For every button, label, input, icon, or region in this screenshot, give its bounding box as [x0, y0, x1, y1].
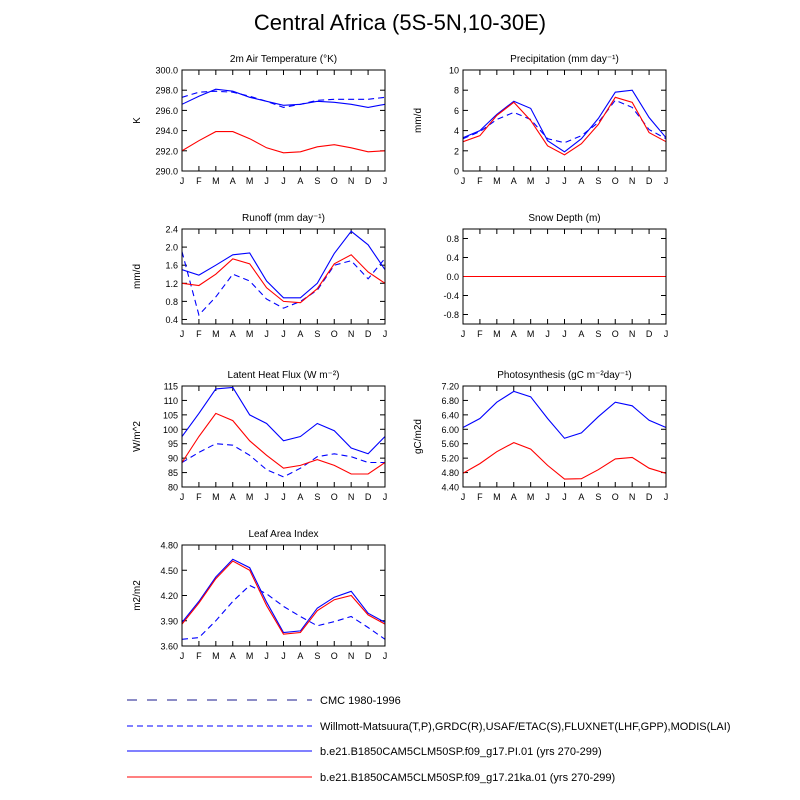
- y-tick-label: 4.80: [441, 468, 459, 479]
- y-tick-label: 0: [453, 166, 459, 177]
- x-tick-label: A: [229, 651, 236, 661]
- panel-title: 2m Air Temperature (°K): [229, 54, 338, 65]
- series-line-pi: [463, 391, 666, 438]
- series-line-ka: [463, 97, 666, 155]
- x-tick-label: A: [510, 492, 517, 502]
- x-tick-label: J: [264, 492, 269, 502]
- x-tick-label: J: [460, 176, 466, 186]
- chart-panel-3: [132, 213, 387, 339]
- x-tick-label: M: [493, 176, 501, 186]
- x-tick-label: O: [330, 492, 338, 502]
- x-tick-label: D: [364, 176, 372, 186]
- series-line-pi: [463, 90, 666, 152]
- y-tick-label: 10: [448, 65, 459, 76]
- x-tick-label: A: [297, 651, 304, 661]
- y-axis-label: K: [132, 117, 143, 124]
- x-tick-label: J: [281, 176, 286, 186]
- y-tick-label: 294.0: [155, 126, 178, 137]
- panel-title: Latent Heat Flux (W m⁻²): [227, 370, 340, 381]
- x-tick-label: N: [628, 176, 636, 186]
- x-tick-label: J: [281, 329, 286, 339]
- x-tick-label: M: [212, 329, 220, 339]
- y-tick-label: 100: [162, 424, 178, 435]
- chart-panel-1: [132, 54, 387, 186]
- x-tick-label: J: [179, 651, 185, 661]
- series-line-obs: [182, 585, 385, 639]
- legend-label: CMC 1980-1996: [320, 695, 401, 707]
- x-tick-label: J: [382, 329, 388, 339]
- x-tick-label: A: [297, 176, 304, 186]
- x-tick-label: O: [330, 651, 338, 661]
- series-line-pi: [182, 387, 385, 453]
- x-tick-label: A: [229, 176, 236, 186]
- y-tick-label: 3.90: [160, 616, 178, 627]
- y-axis-label: mm/d: [132, 264, 143, 289]
- y-tick-label: 2.4: [165, 224, 178, 235]
- x-tick-label: F: [477, 492, 483, 502]
- chart-panel-4: [443, 213, 668, 339]
- y-axis-label: mm/d: [413, 108, 424, 133]
- y-tick-label: 4.20: [160, 591, 178, 601]
- x-tick-label: D: [364, 492, 372, 502]
- y-axis-label: W/m^2: [132, 421, 143, 452]
- plot-frame: [182, 386, 385, 487]
- chart-panel-6: [413, 370, 668, 502]
- y-tick-label: 95: [167, 439, 178, 450]
- x-tick-label: O: [611, 176, 619, 186]
- legend-label: b.e21.B1850CAM5CLM50SP.f09_g17.PI.01 (yrs 270-299): [320, 746, 602, 758]
- x-tick-label: A: [297, 329, 304, 339]
- panel-title: Leaf Area Index: [248, 529, 319, 540]
- x-tick-label: F: [196, 176, 202, 186]
- x-tick-label: M: [245, 492, 254, 502]
- y-tick-label: 0.0: [446, 272, 459, 282]
- series-line-ka: [182, 255, 385, 303]
- x-tick-label: J: [663, 176, 669, 186]
- x-tick-label: A: [510, 329, 517, 339]
- x-tick-label: J: [281, 492, 286, 502]
- y-tick-label: 292.0: [155, 146, 178, 157]
- y-tick-label: 4.40: [441, 482, 459, 493]
- x-tick-label: J: [545, 492, 550, 502]
- legend-label: Willmott-Matsuura(T,P),GRDC(R),USAF/ETAC(S),FLUXNET(LHF,GPP),MODIS(LAI): [320, 721, 731, 733]
- x-tick-label: J: [382, 176, 388, 186]
- y-tick-label: 298.0: [155, 85, 178, 96]
- y-tick-label: 2: [453, 146, 459, 157]
- x-tick-label: O: [611, 492, 619, 502]
- x-tick-label: A: [510, 176, 517, 186]
- x-tick-label: O: [330, 329, 338, 339]
- x-tick-label: A: [297, 492, 304, 502]
- x-tick-label: N: [347, 492, 355, 502]
- y-tick-label: 0.4: [446, 253, 459, 263]
- x-tick-label: M: [526, 176, 535, 186]
- y-tick-label: 0.8: [165, 296, 178, 307]
- series-line-ka: [182, 413, 385, 474]
- plot-frame: [463, 386, 666, 487]
- x-tick-label: N: [628, 329, 636, 339]
- x-tick-label: A: [229, 492, 236, 502]
- x-tick-label: S: [314, 176, 321, 186]
- x-tick-label: S: [314, 329, 321, 339]
- x-tick-label: J: [562, 492, 567, 502]
- chart-panel-5: [132, 370, 387, 502]
- series-line-ka: [463, 443, 666, 480]
- panel-title: Snow Depth (m): [528, 213, 601, 224]
- x-tick-label: S: [314, 492, 321, 502]
- x-tick-label: D: [364, 329, 372, 339]
- y-tick-label: 1.2: [165, 278, 178, 289]
- x-tick-label: J: [562, 329, 567, 339]
- x-tick-label: J: [382, 492, 388, 502]
- y-axis-label: m2/m2: [132, 580, 143, 611]
- x-tick-label: S: [595, 176, 602, 186]
- x-tick-label: D: [645, 329, 653, 339]
- x-tick-label: J: [179, 176, 185, 186]
- y-tick-label: 5.20: [441, 453, 459, 464]
- y-tick-label: -0.4: [443, 291, 459, 301]
- x-tick-label: S: [595, 329, 602, 339]
- y-tick-label: 4: [453, 126, 459, 137]
- x-tick-label: J: [460, 329, 466, 339]
- panel-title: Runoff (mm day⁻¹): [242, 213, 325, 224]
- y-tick-label: 6.00: [441, 424, 459, 435]
- x-tick-label: A: [229, 329, 236, 339]
- x-tick-label: M: [212, 492, 220, 502]
- x-tick-label: D: [645, 492, 653, 502]
- x-tick-label: S: [595, 492, 602, 502]
- y-tick-label: 6: [453, 105, 459, 116]
- x-tick-label: N: [347, 329, 355, 339]
- y-tick-label: 80: [167, 482, 178, 493]
- y-tick-label: 105: [162, 410, 178, 421]
- x-tick-label: J: [382, 651, 388, 661]
- y-tick-label: -0.8: [443, 310, 459, 320]
- x-tick-label: M: [526, 492, 535, 502]
- x-tick-label: J: [264, 176, 269, 186]
- y-tick-label: 7.20: [441, 381, 459, 392]
- x-tick-label: N: [347, 176, 355, 186]
- series-line-ka: [182, 561, 385, 634]
- y-tick-label: 8: [453, 85, 459, 96]
- x-tick-label: F: [196, 329, 202, 339]
- x-tick-label: J: [179, 329, 185, 339]
- x-tick-label: M: [526, 329, 535, 339]
- series-line-obs: [463, 100, 666, 142]
- series-line-ka: [182, 132, 385, 153]
- y-tick-label: 6.40: [441, 410, 459, 421]
- x-tick-label: J: [562, 176, 567, 186]
- x-tick-label: M: [245, 329, 254, 339]
- x-tick-label: J: [264, 651, 269, 661]
- y-tick-label: 290.0: [155, 166, 178, 177]
- plot-frame: [463, 70, 666, 171]
- x-tick-label: M: [212, 651, 220, 661]
- x-tick-label: D: [645, 176, 653, 186]
- series-line-pi: [182, 559, 385, 632]
- x-tick-label: F: [196, 492, 202, 502]
- x-tick-label: N: [628, 492, 636, 502]
- y-tick-label: 3.60: [160, 641, 178, 652]
- series-line-obs: [182, 252, 385, 315]
- x-tick-label: O: [611, 329, 619, 339]
- y-tick-label: 4.50: [160, 565, 178, 576]
- y-tick-label: 0.8: [446, 234, 459, 244]
- y-tick-label: 300.0: [155, 65, 178, 76]
- x-tick-label: M: [245, 651, 254, 661]
- x-tick-label: M: [245, 176, 254, 186]
- legend-label: b.e21.B1850CAM5CLM50SP.f09_g17.21ka.01 (yrs 270-299): [320, 772, 616, 784]
- chart-panel-2: [413, 54, 668, 186]
- y-tick-label: 0.4: [165, 314, 178, 325]
- panel-title: Photosynthesis (gC m⁻²day⁻¹): [497, 370, 632, 381]
- x-tick-label: J: [281, 651, 286, 661]
- x-tick-label: D: [364, 651, 372, 661]
- x-tick-label: A: [578, 176, 585, 186]
- x-tick-label: M: [493, 492, 501, 502]
- x-tick-label: N: [347, 651, 355, 661]
- x-tick-label: O: [330, 176, 338, 186]
- y-tick-label: 6.80: [441, 395, 459, 406]
- chart-panel-7: [132, 529, 387, 661]
- x-tick-label: J: [179, 492, 185, 502]
- x-tick-label: A: [578, 492, 585, 502]
- x-tick-label: J: [663, 492, 669, 502]
- y-tick-label: 1.6: [165, 260, 178, 271]
- x-tick-label: J: [663, 329, 669, 339]
- x-tick-label: F: [477, 329, 483, 339]
- plot-frame: [182, 70, 385, 171]
- y-axis-label: gC/m2d: [413, 418, 424, 455]
- x-tick-label: F: [477, 176, 483, 186]
- y-tick-label: 115: [163, 381, 178, 392]
- figure-title: Central Africa (5S-5N,10-30E): [253, 10, 547, 35]
- y-tick-label: 4.80: [160, 540, 178, 551]
- y-tick-label: 90: [167, 453, 178, 464]
- y-tick-label: 85: [167, 468, 178, 479]
- x-tick-label: M: [212, 176, 220, 186]
- y-tick-label: 2.0: [165, 242, 178, 253]
- y-tick-label: 296.0: [155, 105, 178, 116]
- x-tick-label: M: [493, 329, 501, 339]
- x-tick-label: S: [314, 651, 321, 661]
- x-tick-label: F: [196, 651, 202, 661]
- x-tick-label: J: [264, 329, 269, 339]
- x-tick-label: A: [578, 329, 585, 339]
- x-tick-label: J: [460, 492, 466, 502]
- x-tick-label: J: [545, 329, 550, 339]
- y-tick-label: 110: [163, 395, 178, 406]
- x-tick-label: J: [545, 176, 550, 186]
- y-tick-label: 5.60: [441, 439, 459, 450]
- panel-title: Precipitation (mm day⁻¹): [510, 54, 619, 65]
